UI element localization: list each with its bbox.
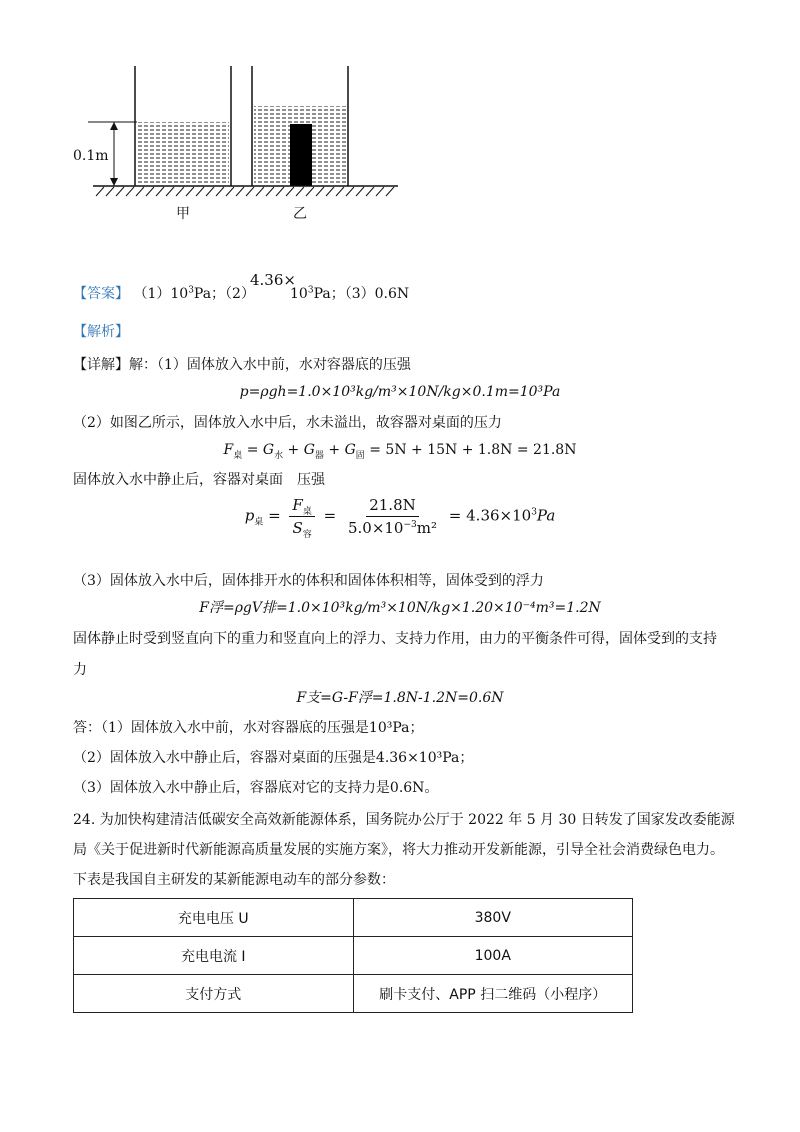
water-jia [137, 122, 229, 186]
step3-intro: （3）固体放入水中后，固体排开水的体积和固体体积相等，固体受到的浮力 [73, 573, 544, 589]
params-table [73, 898, 633, 1013]
final-answer-1: 答：（1）固体放入水中前，水对容器底的压强是10³Pa； [73, 720, 424, 736]
table-cell: 380V [353, 899, 633, 937]
q24-line3: 下表是我国自主研发的某新能源电动车的部分参数： [73, 872, 395, 888]
equation-5: F支=G-F浮=1.8N-1.2N=0.6N [296, 690, 504, 706]
answer-part2-top: 4.36× [250, 271, 296, 289]
step2-text2: 固体放入水中静止后，容器对桌面 压强 [73, 472, 325, 488]
table-cell: 充电电压 U [74, 899, 354, 937]
table-row [74, 975, 633, 1013]
fraction-f-over-s: $\frac{F_桌}{S_容}$ [289, 496, 314, 537]
table-row [74, 937, 633, 975]
equation-1: p=ρgh=1.0×10³kg/m³×10N/kg×0.1m=10³Pa [239, 384, 561, 400]
answer-part1: $(1)10^3Pa$；（2） [133, 285, 255, 302]
label-yi: 乙 [293, 206, 307, 222]
fraction-values: $\frac{21.8N}{5.0\times 10^{-3}m^2}$ [347, 496, 438, 537]
detail-line: 【详解】解：（1）固体放入水中前，水对容器底的压强 [73, 357, 411, 373]
step3-text2a: 固体静止时受到竖直向下的重力和竖直向上的浮力、支持力作用，由力的平衡条件可得，固体受到的支持 [73, 631, 717, 647]
beaker-figure [0, 0, 800, 240]
table-cell: 支付方式 [74, 975, 354, 1013]
table-row [74, 899, 633, 937]
answer-part2: $10^3Pa$；（3）0.6N [290, 285, 410, 302]
container-jia [135, 66, 231, 186]
equation-2: $F_桌 = G_水 + G_器 + G_固 = 5N + 15N + 1.8N = 21.8N$ [223, 442, 577, 461]
equation-3: $p_桌$ = $\frac{F_桌}{S_容}$ = $\frac{21.8N}{5.0\times 10^{-3}m^2}$ = $4.36\times 10^3Pa$ [244, 496, 556, 540]
solid-block [290, 124, 312, 186]
container-yi [252, 66, 348, 186]
answer-line [73, 284, 255, 304]
ground [93, 186, 398, 196]
equation-4: F浮=ρgV排=1.0×10³kg/m³×10N/kg×1.20×10⁻⁴m³=1.2N [199, 600, 601, 616]
analysis-tag: 【解析】 [73, 324, 129, 340]
final-answer-2: （2）固体放入水中静止后，容器对桌面的压强是4.36×10³Pa； [73, 750, 474, 766]
step3-text2b: 力 [73, 662, 87, 678]
table-cell: 刷卡支付、APP 扫二维码（小程序） [353, 975, 633, 1013]
q24-line1: 24. 为加快构建清洁低碳安全高效新能源体系，国务院办公厅于 2022 年 5 月 30 日转发了国家发改委能源 [73, 812, 735, 828]
height-label: 0.1m [73, 148, 109, 164]
step2-intro: （2）如图乙所示，固体放入水中后，水未溢出，故容器对桌面的压力 [73, 415, 502, 431]
final-answer-3: （3）固体放入水中静止后，容器底对它的支持力是0.6N。 [73, 780, 439, 796]
table-cell: 100A [353, 937, 633, 975]
answer-tag: 【答案】 [73, 286, 129, 302]
q24-line2: 局《关于促进新时代新能源高质量发展的实施方案》，将大力推动开发新能源，引导全社会消费绿色电力。 [73, 842, 724, 858]
label-jia: 甲 [176, 206, 190, 222]
table-cell: 充电电流 I [74, 937, 354, 975]
